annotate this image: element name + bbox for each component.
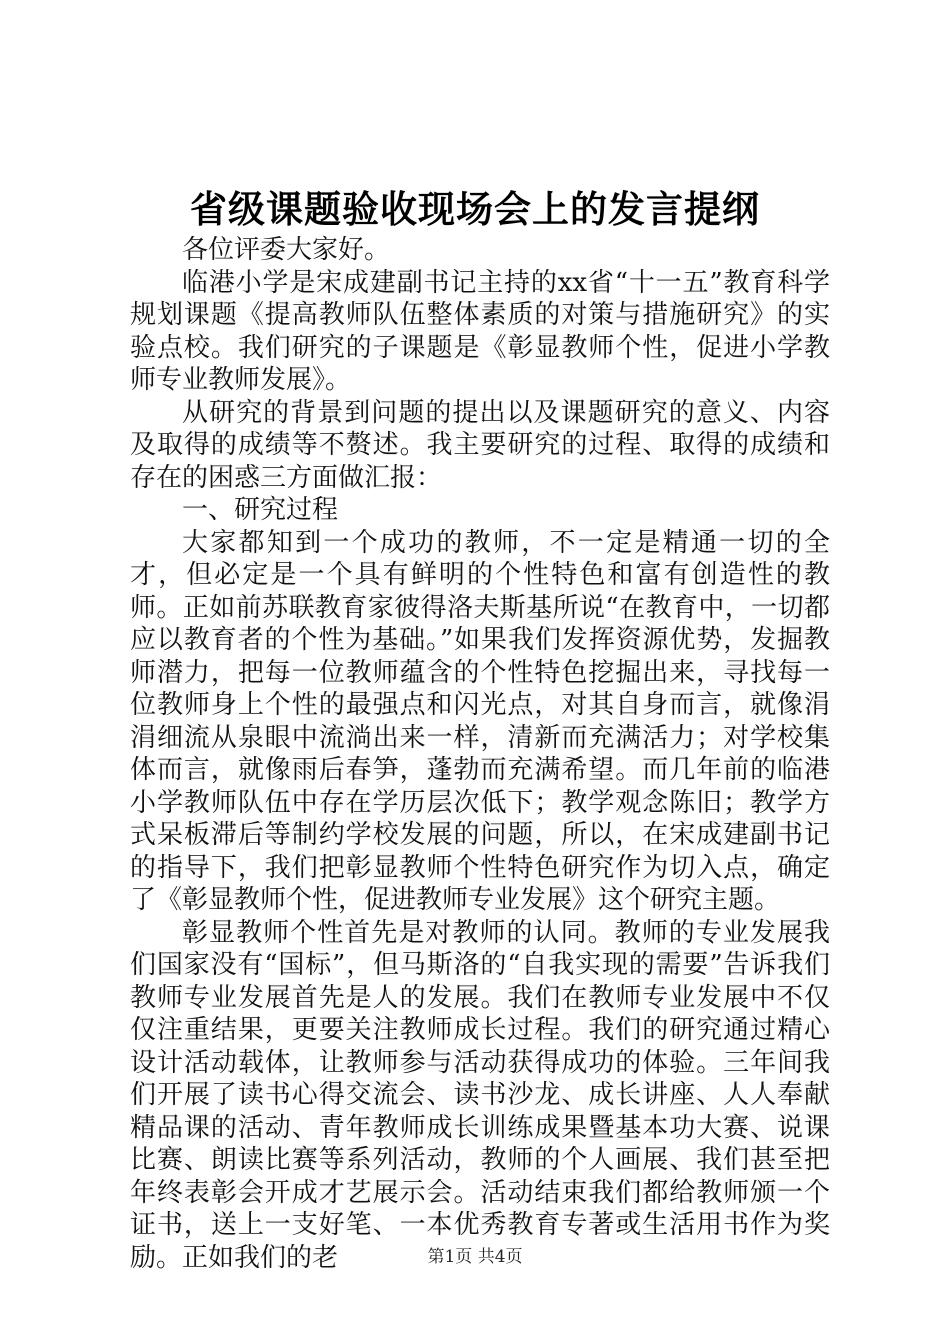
section-heading-research-process: 一、研究过程: [182, 495, 339, 525]
paragraph-greeting: 各位评委大家好。: [182, 235, 391, 265]
paragraph-teacher-recognition: 彰显教师个性首先是对教师的认同。教师的专业发展我们国家没有“国标”，但马斯洛的“自我实现的需要”告诉我们教师专业发展首先是人的发展。我们在教师专业发展中不仅仅注重结果，更要关注教师成长过程。我们的研究通过精心设计活动载体，让教师参与活动获得成功的体验。三年间我们开展了读书心得交流会、读书沙龙、成长讲座、人人奉献精品课的活动、青年教师成长训练成果暨基本功大赛、说课比赛、朗读比赛等系列活动，教师的个人画展、我们甚至把年终表彰会开成才艺展示会。活动结束我们都给教师颁一个证书，送上一支好笔、一本优秀教育专著或生活用书作为奖励。正如我们的老: [130, 917, 830, 1273]
paragraph-research-background: 大家都知到一个成功的教师，不一定是精通一切的全才，但必定是一个具有鲜明的个性特色和富有创造性的教师。正如前苏联教育家彼得洛夫斯基所说“在教育中，一切都应以教育者的个性为基础。”如果我们发挥资源优势，发掘教师潜力，把每一位教师蕴含的个性特色挖掘出来，寻找每一位教师身上个性的最强点和闪光点，对其自身而言，就像涓涓细流从泉眼中流淌出来一样，清新而充满活力；对学校集体而言，就像雨后春笋，蓬勃而充满希望。而几年前的临港小学教师队伍中存在学历层次低下；教学观念陈旧；教学方式呆板滞后等制约学校发展的问题，所以，在宋成建副书记的指导下，我们把彰显教师个性特色研究作为切入点，确定了《彰显教师个性，促进教师专业发展》这个研究主题。: [130, 527, 830, 915]
document-body: [130, 234, 830, 1274]
paragraph-overview: 从研究的背景到问题的提出以及课题研究的意义、内容及取得的成绩等不赘述。我主要研究的过程、取得的成绩和存在的困惑三方面做汇报：: [130, 397, 830, 493]
page-number-footer: 第1页 共4页: [427, 1247, 523, 1267]
document-title: 省级课题验收现场会上的发言提纲: [190, 187, 760, 231]
paragraph-introduction: 临港小学是宋成建副书记主持的xx省“十一五”教育科学规划课题《提高教师队伍整体素质的对策与措施研究》的实验点校。我们研究的子课题是《彰显教师个性，促进小学教师专业教师发展》。: [130, 267, 830, 395]
